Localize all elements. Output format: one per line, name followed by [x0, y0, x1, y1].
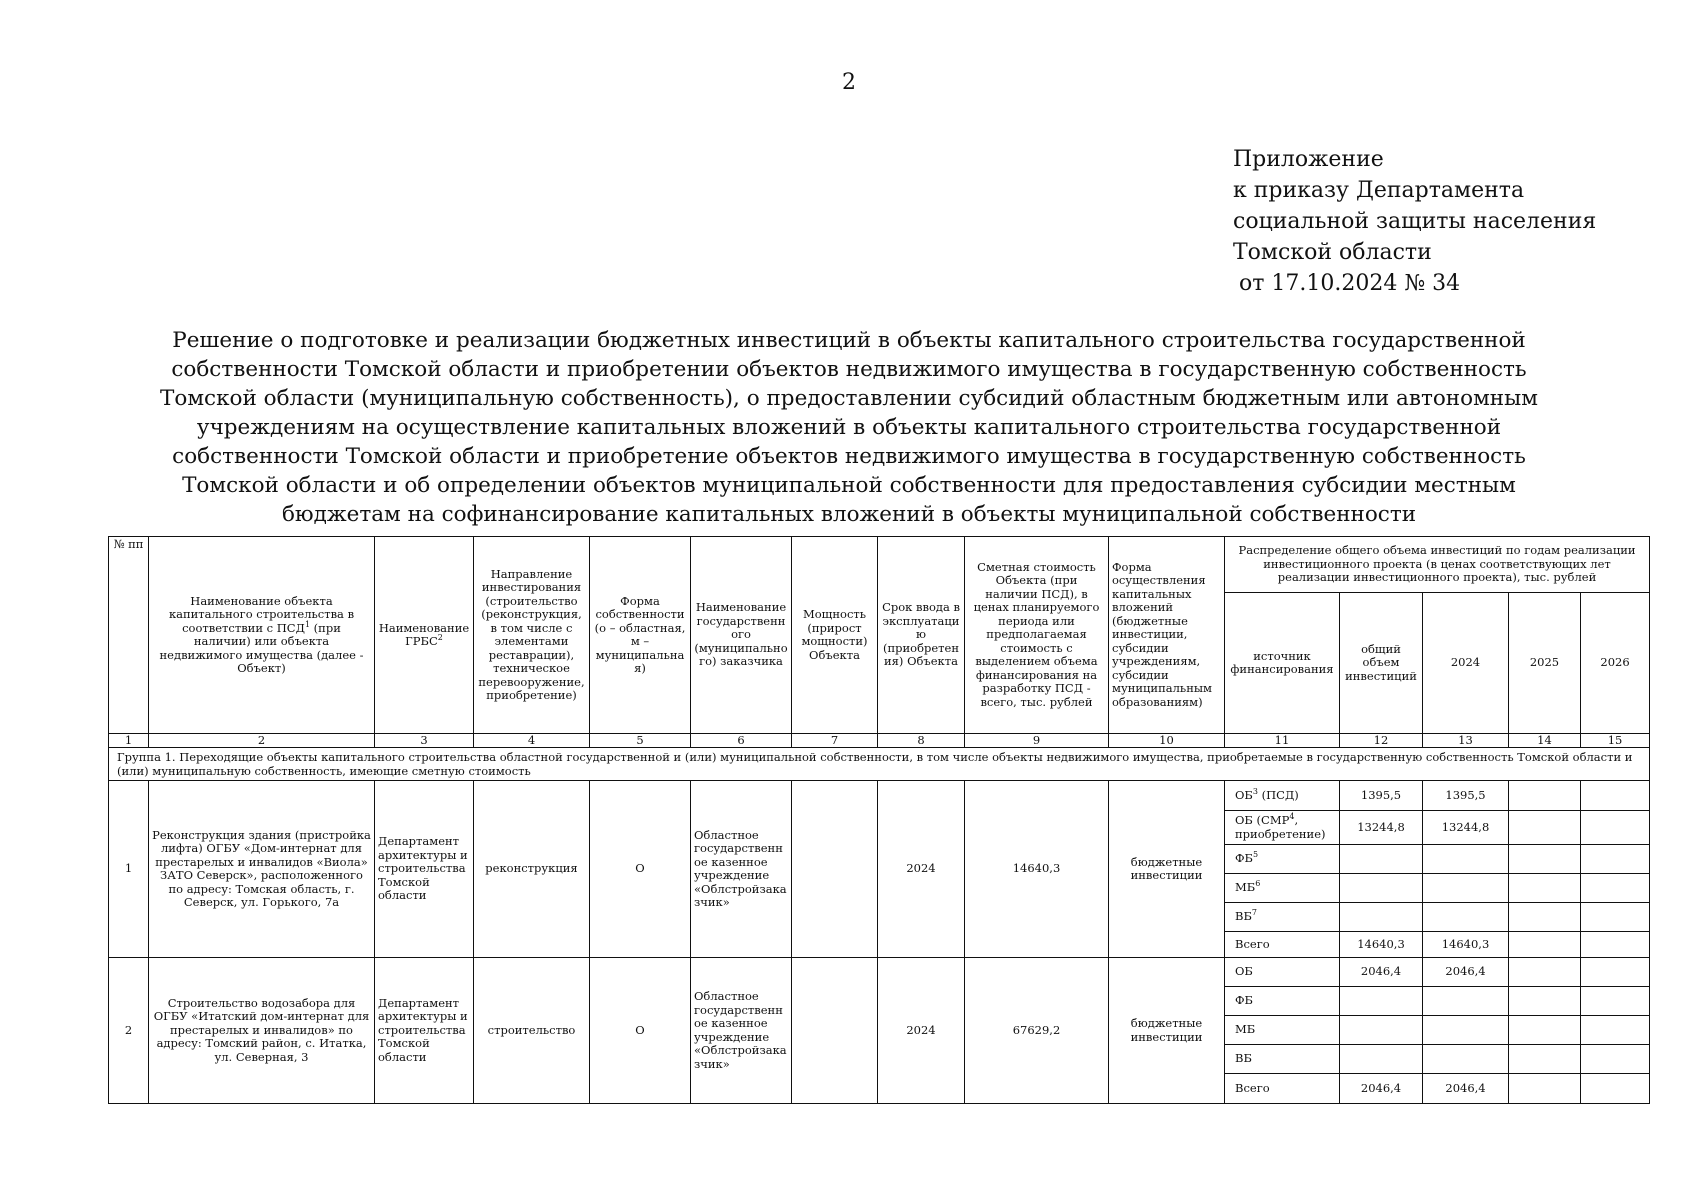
amount-2024: 1395,5: [1423, 781, 1509, 811]
header-cell: Форма осуществления капитальных вложений (бюджетные инвестиции, субсидии учреждениям, субсидии муниципальным образованиям): [1109, 537, 1225, 734]
amount-2026: [1581, 1045, 1650, 1074]
total-amount: 2046,4: [1340, 958, 1423, 987]
amount-2024: [1423, 987, 1509, 1016]
group-label: Группа 1. Переходящие объекты капитального строительства областной государственной и (или) муниципальной собственности, в том числе объекты недвижимого имущества, приобретаемые в государственную собственность Томской области и (или) муниципальную собственность, имеющие сметную стоимость: [109, 748, 1650, 781]
header-cell: Сметная стоимость Объекта (при наличии ПСД), в ценах планируемого периода или предполагаемая стоимость с выделением объема финансирования на разработку ПСД - всего, тыс. рублей: [965, 537, 1109, 734]
amount-2025: [1509, 1016, 1581, 1045]
table-row: [109, 958, 1650, 987]
funding-source: ОБ (СМР$^4$, приобретение): [1225, 811, 1340, 845]
ownership-form: О: [590, 958, 691, 1104]
amount-2024: 14640,3: [1423, 932, 1509, 958]
total-amount: 2046,4: [1340, 1074, 1423, 1104]
amount-2024: 13244,8: [1423, 811, 1509, 845]
amount-2026: [1581, 987, 1650, 1016]
grbs-name: Департамент архитектуры и строительства Томской области: [375, 781, 474, 958]
funding-source: $ОБ^3$ (ПСД): [1225, 781, 1340, 811]
amount-2025: [1509, 781, 1581, 811]
funding-source: $ВБ^7$: [1225, 903, 1340, 932]
header-cell: общий объем инвестиций: [1340, 593, 1423, 734]
commission-year: 2024: [878, 781, 965, 958]
column-number: 5: [590, 734, 691, 748]
investment-direction: реконструкция: [474, 781, 590, 958]
amount-2024: [1423, 845, 1509, 874]
header-cell: Наименование государственного (муниципального) заказчика: [691, 537, 792, 734]
amount-2026: [1581, 903, 1650, 932]
header-cell: Мощность (прирост мощности) Объекта: [792, 537, 878, 734]
column-number: 14: [1509, 734, 1581, 748]
column-number-row: [109, 734, 1650, 748]
investment-form: бюджетные инвестиции: [1109, 958, 1225, 1104]
amount-2025: [1509, 903, 1581, 932]
funding-source: ОБ: [1225, 958, 1340, 987]
header-cell: Наименование ГРБС$^2$: [375, 537, 474, 734]
column-number: 1: [109, 734, 149, 748]
amount-2024: [1423, 903, 1509, 932]
header-cell: Направление инвестирования (строительство (реконструкция, в том числе с элементами реставрации), техническое перевооружение, приобретение): [474, 537, 590, 734]
capacity: [792, 781, 878, 958]
amount-2024: 2046,4: [1423, 1074, 1509, 1104]
grbs-name: Департамент архитектуры и строительства Томской области: [375, 958, 474, 1104]
total-amount: [1340, 845, 1423, 874]
amount-2026: [1581, 874, 1650, 903]
amount-2024: [1423, 1045, 1509, 1074]
ownership-form: О: [590, 781, 691, 958]
amount-2025: [1509, 958, 1581, 987]
header-cell: 2025: [1509, 593, 1581, 734]
header-row: [109, 537, 1650, 593]
funding-source: МБ: [1225, 1016, 1340, 1045]
amount-2026: [1581, 958, 1650, 987]
amount-2025: [1509, 845, 1581, 874]
total-amount: 13244,8: [1340, 811, 1423, 845]
header-cell: 2026: [1581, 593, 1650, 734]
column-number: 11: [1225, 734, 1340, 748]
amount-2025: [1509, 1074, 1581, 1104]
document-title: Решение о подготовке и реализации бюджетных инвестиций в объекты капитального строительства государственной собственности Томской области и приобретении объектов недвижимого имущества в государственную собственность Томской области (муниципальную собственность), о предоставлении субсидий областным бюджетным или автономным учреждениям на осуществление капитальных вложений в объекты капитального строительства государственной собственности Томской области и приобретение объектов недвижимого имущества в государственную собственность Томской области и об определении объектов муниципальной собственности для предоставления субсидии местным бюджетам на софинансирование капитальных вложений в объекты муниципальной собственности: [160, 328, 1538, 527]
header-cell: 2024: [1423, 593, 1509, 734]
header-cell: № пп: [109, 537, 149, 734]
column-number: 2: [149, 734, 375, 748]
amount-2025: [1509, 987, 1581, 1016]
column-number: 7: [792, 734, 878, 748]
object-name: Реконструкция здания (пристройка лифта) ОГБУ «Дом-интернат для престарелых и инвалидов «Виола» ЗАТО Северск», расположенного по адресу: Томская область, г. Северск, ул. Горького, 7а: [149, 781, 375, 958]
estimated-cost: 14640,3: [965, 781, 1109, 958]
appendix-date-line: от 17.10.2024 № 34: [1239, 271, 1461, 296]
column-number: 10: [1109, 734, 1225, 748]
appendix-block: [1233, 144, 1596, 299]
amount-2024: 2046,4: [1423, 958, 1509, 987]
funding-source: ФБ: [1225, 987, 1340, 1016]
investment-table: [108, 536, 1650, 1104]
funding-source-total: Всего: [1225, 1074, 1340, 1104]
object-name: Строительство водозабора для ОГБУ «Итатский дом-интернат для престарелых и инвалидов» по адресу: Томский район, с. Итатка, ул. Северная, 3: [149, 958, 375, 1104]
column-number: 4: [474, 734, 590, 748]
amount-2025: [1509, 932, 1581, 958]
amount-2026: [1581, 1074, 1650, 1104]
amount-2026: [1581, 1016, 1650, 1045]
amount-2025: [1509, 874, 1581, 903]
total-amount: [1340, 1045, 1423, 1074]
estimated-cost: 67629,2: [965, 958, 1109, 1104]
column-number: 6: [691, 734, 792, 748]
total-amount: [1340, 987, 1423, 1016]
page-number: 2: [842, 70, 856, 95]
funding-source: ВБ: [1225, 1045, 1340, 1074]
header-cell: Срок ввода в эксплуатацию (приобретения) Объекта: [878, 537, 965, 734]
capacity: [792, 958, 878, 1104]
amount-2025: [1509, 1045, 1581, 1074]
amount-2026: [1581, 781, 1650, 811]
total-amount: 1395,5: [1340, 781, 1423, 811]
appendix-line: Томской области: [1233, 240, 1432, 265]
total-amount: 14640,3: [1340, 932, 1423, 958]
row-number: 1: [109, 781, 149, 958]
column-number: 12: [1340, 734, 1423, 748]
column-number: 13: [1423, 734, 1509, 748]
appendix-line: Приложение: [1233, 147, 1384, 172]
total-amount: [1340, 903, 1423, 932]
appendix-line: к приказу Департамента: [1233, 178, 1525, 203]
amount-2024: [1423, 1016, 1509, 1045]
amount-2024: [1423, 874, 1509, 903]
table-row: [109, 781, 1650, 811]
header-cell: источник финансирования: [1225, 593, 1340, 734]
amount-2026: [1581, 845, 1650, 874]
funding-source: $МБ^6$: [1225, 874, 1340, 903]
header-cell: Наименование объекта капитального строительства в соответствии с ПСД$^1$ (при наличии) или объекта недвижимого имущества (далее - Объект): [149, 537, 375, 734]
column-number: 15: [1581, 734, 1650, 748]
header-cell: Форма собственности (о – областная, м – муниципальная): [590, 537, 691, 734]
funding-source: $ФБ^5$: [1225, 845, 1340, 874]
row-number: 2: [109, 958, 149, 1104]
appendix-line: социальной защиты населения: [1233, 209, 1597, 234]
total-amount: [1340, 1016, 1423, 1045]
commission-year: 2024: [878, 958, 965, 1104]
distribution-header: Распределение общего объема инвестиций по годам реализации инвестиционного проекта (в ценах соответствующих лет реализации инвестиционного проекта), тыс. рублей: [1225, 537, 1650, 593]
customer-name: Областное государственное казенное учреждение «Облстройзаказчик»: [691, 958, 792, 1104]
investment-form: бюджетные инвестиции: [1109, 781, 1225, 958]
amount-2025: [1509, 811, 1581, 845]
funding-source-total: Всего: [1225, 932, 1340, 958]
column-number: 9: [965, 734, 1109, 748]
investment-direction: строительство: [474, 958, 590, 1104]
amount-2026: [1581, 932, 1650, 958]
column-number: 8: [878, 734, 965, 748]
total-amount: [1340, 874, 1423, 903]
customer-name: Областное государственное казенное учреждение «Облстройзаказчик»: [691, 781, 792, 958]
column-number: 3: [375, 734, 474, 748]
amount-2026: [1581, 811, 1650, 845]
group-row: [109, 748, 1650, 781]
